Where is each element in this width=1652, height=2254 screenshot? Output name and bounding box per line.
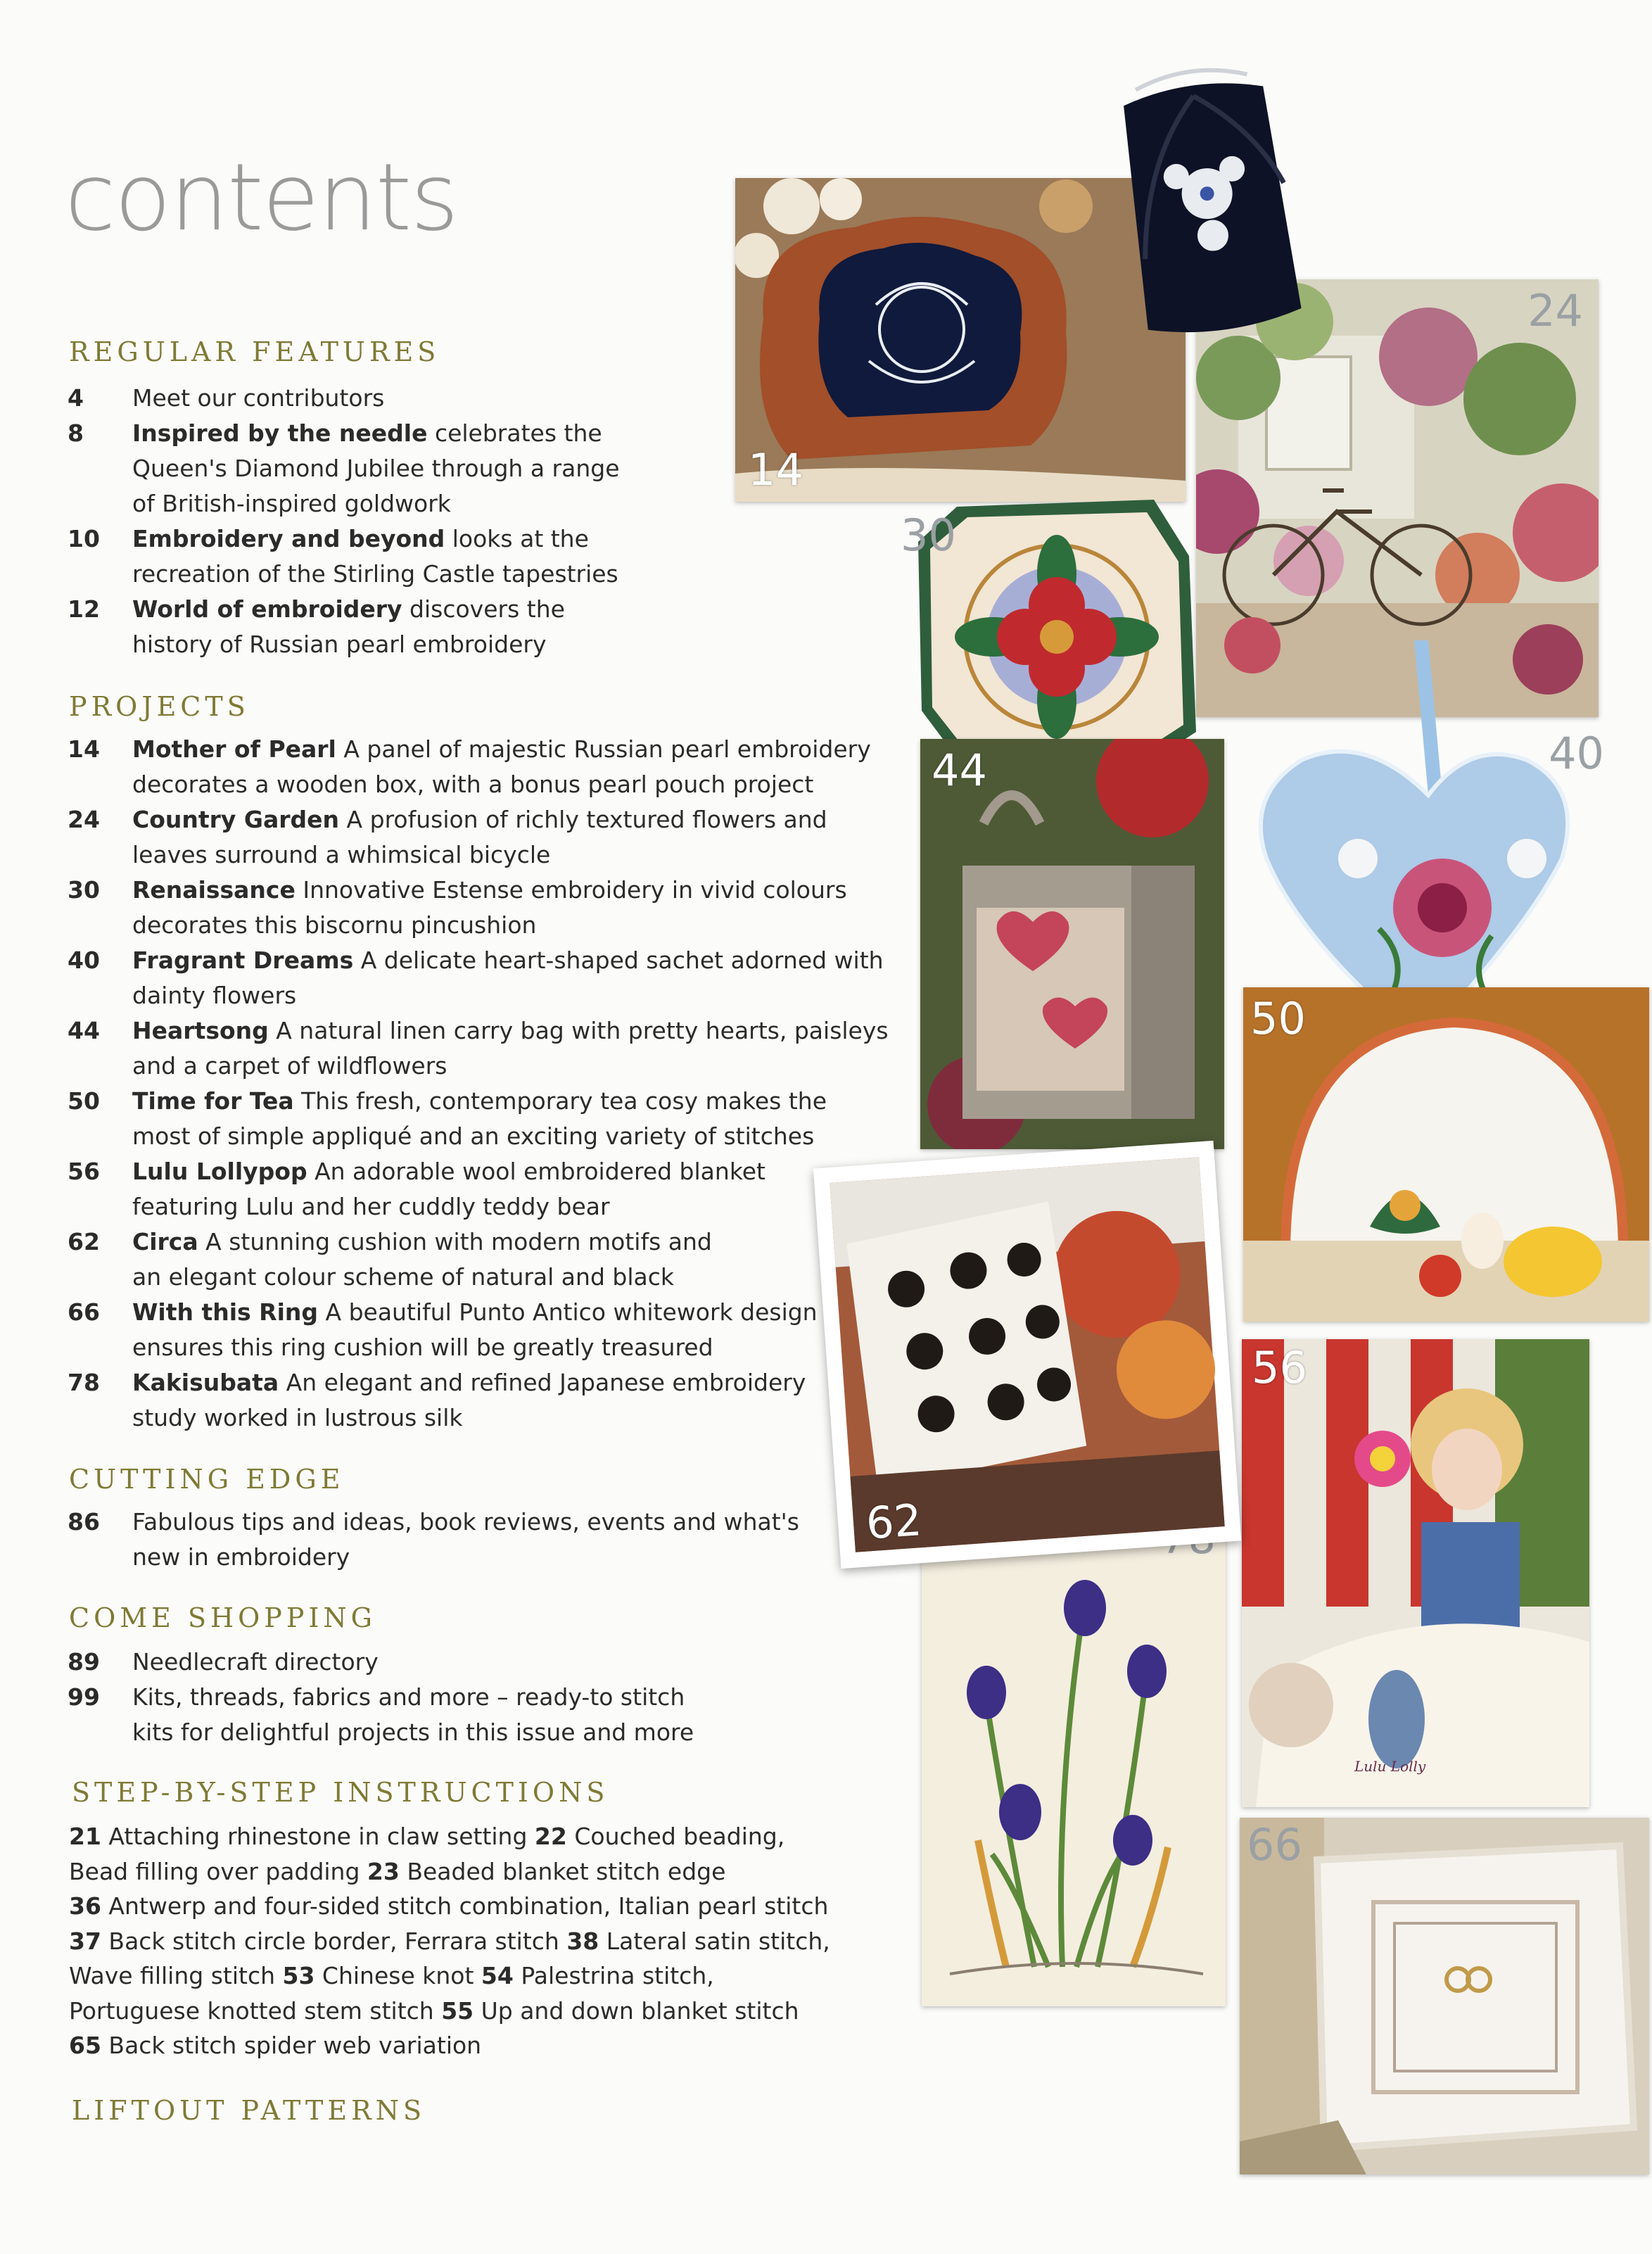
section-heading-projects: PROJECTS: [69, 691, 250, 722]
step-text: Chinese knot: [314, 1962, 481, 1989]
entry-text: [132, 1365, 906, 1400]
entry-description: Meet our contributors: [132, 384, 385, 412]
contents-entry: [68, 1119, 906, 1154]
step-page-number: 23: [367, 1857, 400, 1885]
contents-entry: [68, 1400, 906, 1436]
ring-cushion-illustration: [1240, 1818, 1649, 2174]
page-title: contents: [65, 144, 458, 252]
step-page-number: 53: [282, 1962, 315, 1989]
contents-entry: [68, 1680, 906, 1715]
step-page-number: 38: [566, 1927, 599, 1955]
entry-text: [132, 1224, 906, 1260]
page-number: 99: [68, 1683, 100, 1711]
entry-description: an elegant colour scheme of natural and black: [132, 1263, 674, 1291]
photo-number-14: 14: [748, 444, 803, 495]
contents-entry: [68, 1330, 906, 1365]
contents-entry: [68, 521, 906, 557]
entry-description: Queen's Diamond Jubilee through a range: [132, 455, 620, 482]
entry-text: [132, 592, 906, 627]
entry-description: new in embroidery: [132, 1543, 350, 1571]
entry-text: [132, 1540, 906, 1575]
step-line: [69, 1854, 857, 1889]
entry-description: A beautiful Punto Antico whitework design: [318, 1298, 818, 1326]
entry-description: Needlecraft directory: [132, 1648, 379, 1676]
page-number: 4: [68, 384, 84, 412]
photo-time-for-tea: [1243, 987, 1649, 1322]
entry-description: Kits, threads, fabrics and more – ready-to stitch: [132, 1683, 685, 1711]
contents-entry: [68, 1154, 906, 1189]
step-text: Couched beading,: [566, 1823, 785, 1850]
contents-entry: [68, 978, 906, 1013]
step-text: Beaded blanket stitch edge: [399, 1857, 726, 1885]
contents-entry: [68, 592, 906, 627]
contents-entry: [68, 1715, 906, 1750]
projects-list: [68, 732, 906, 1436]
contents-entry: [68, 1540, 906, 1575]
page-number: 50: [68, 1087, 100, 1115]
photo-heartsong: [920, 739, 1224, 1149]
contents-entry: [68, 1224, 906, 1260]
entry-title: Time for Tea: [132, 1087, 294, 1115]
entry-title: With this Ring: [132, 1298, 319, 1326]
contents-entry: [68, 557, 906, 592]
entry-title: Heartsong: [132, 1017, 269, 1044]
entry-description: An elegant and refined Japanese embroidery: [279, 1369, 806, 1396]
entry-text: [132, 837, 906, 873]
entry-description: kits for delightful projects in this issue and more: [132, 1718, 694, 1746]
iris-illustration: [922, 1517, 1226, 2006]
entry-description: A natural linen carry bag with pretty hearts, paisleys: [268, 1017, 889, 1044]
page-number: 62: [68, 1228, 100, 1255]
entry-description: discovers the: [402, 595, 565, 623]
section-heading-cutting-edge: CUTTING EDGE: [69, 1464, 345, 1495]
page-number: 12: [68, 595, 100, 623]
step-line: [69, 2028, 857, 2063]
step-text: Attaching rhinestone in claw setting: [101, 1823, 535, 1850]
page-number: 24: [68, 806, 100, 833]
entry-description: celebrates the: [427, 419, 602, 447]
entry-text: [132, 1715, 906, 1750]
step-text: Portuguese knotted stem stitch: [69, 1996, 442, 2025]
page-number: 44: [68, 1017, 100, 1044]
contents-entry: [68, 943, 906, 978]
contents-entry: [68, 1013, 906, 1049]
contents-entry: [68, 802, 906, 837]
step-text: Up and down blanket stitch: [474, 1996, 799, 2025]
entry-text: [132, 732, 906, 767]
step-text: Back stitch circle border, Ferrara stitch: [101, 1927, 567, 1955]
entry-text: [132, 1013, 906, 1049]
step-text: Lateral satin stitch,: [599, 1927, 830, 1955]
photo-number-66: 66: [1247, 1819, 1302, 1870]
step-text: Palestrina stitch,: [513, 1962, 714, 1989]
entry-text: [132, 1645, 906, 1680]
entry-text: [132, 521, 906, 557]
contents-entry: [68, 1084, 906, 1119]
step-line: [69, 1819, 857, 1854]
entry-title: Circa: [132, 1228, 198, 1255]
entry-text: [132, 1119, 906, 1154]
blanket-illustration: [1242, 1339, 1589, 1807]
photo-with-this-ring: [1240, 1818, 1649, 2174]
entry-text: [132, 978, 906, 1013]
photo-number-30: 30: [901, 509, 956, 561]
step-page-number: 55: [441, 1996, 474, 2025]
entry-description: A delicate heart-shaped sachet adorned with: [353, 946, 884, 974]
step-page-number: 22: [534, 1823, 567, 1850]
contents-entry: [68, 767, 906, 802]
entry-description: A panel of majestic Russian pearl embroidery: [336, 735, 871, 763]
section-heading-come-shopping: COME SHOPPING: [69, 1602, 377, 1633]
cutting-edge-list: [68, 1505, 906, 1575]
contents-entry: [68, 873, 906, 908]
page-number: 30: [68, 876, 100, 904]
page-number: 56: [68, 1158, 100, 1185]
entry-text: [132, 873, 906, 908]
contents-entry: [68, 627, 906, 662]
contents-entry: [68, 1049, 906, 1084]
section-heading-regular-features: REGULAR FEATURES: [69, 336, 440, 367]
step-line: [69, 1958, 857, 1994]
entry-description: decorates this biscornu pincushion: [132, 911, 537, 939]
photo-kakisubata: [922, 1517, 1226, 2006]
entry-text: [132, 1295, 906, 1330]
section-heading-liftout-patterns: LIFTOUT PATTERNS: [72, 2095, 426, 2126]
step-line: [69, 1924, 857, 1959]
entry-title: Renaissance: [132, 876, 296, 904]
entry-description: An adorable wool embroidered blanket: [307, 1158, 765, 1185]
entry-text: [132, 802, 906, 837]
entry-text: [132, 767, 906, 802]
photo-circa: [813, 1141, 1241, 1569]
entry-text: [132, 557, 906, 592]
contents-entry: [68, 1505, 906, 1540]
entry-text: [132, 1154, 906, 1189]
come-shopping-list: [68, 1645, 906, 1750]
velvet-pouch-illustration: [1090, 41, 1326, 361]
photo-lulu-lollypop: [1242, 1339, 1589, 1807]
entry-description: A stunning cushion with modern motifs and: [198, 1228, 712, 1255]
entry-title: Mother of Pearl: [132, 735, 336, 763]
entry-text: [132, 1680, 906, 1715]
step-text: Wave filling stitch: [69, 1962, 283, 1989]
entry-description: ensures this ring cushion will be greatly treasured: [132, 1334, 713, 1361]
entry-description: dainty flowers: [132, 982, 297, 1009]
entry-text: [132, 1400, 906, 1436]
contents-entry: [68, 1189, 906, 1224]
step-page-number: 36: [69, 1892, 101, 1920]
photo-number-50: 50: [1250, 993, 1306, 1044]
entry-title: Embroidery and beyond: [132, 525, 445, 552]
entry-text: [132, 1505, 906, 1540]
page-number: 14: [68, 735, 100, 763]
page-number: 86: [68, 1508, 100, 1536]
entry-description: Fabulous tips and ideas, book reviews, events and what's: [132, 1508, 799, 1536]
contents-entry: [68, 732, 906, 767]
entry-description: of British-inspired goldwork: [132, 490, 451, 517]
step-by-step-list: [69, 1819, 857, 2063]
entry-description: most of simple appliqué and an exciting variety of stitches: [132, 1122, 815, 1150]
contents-entry: [68, 908, 906, 943]
photo-pearl-pouch: [1090, 41, 1326, 361]
step-text: Back stitch spider web variation: [101, 2032, 482, 2059]
page-number: 66: [68, 1298, 100, 1326]
section-heading-step-by-step: STEP-BY-STEP INSTRUCTIONS: [72, 1777, 609, 1808]
entry-description: This fresh, contemporary tea cosy makes the: [293, 1087, 827, 1115]
photo-number-56: 56: [1252, 1342, 1307, 1393]
entry-description: study worked in lustrous silk: [132, 1404, 463, 1431]
photo-number-40: 40: [1549, 728, 1604, 779]
contents-entry: [68, 1645, 906, 1680]
photo-fragrant-dreams: [1238, 626, 1632, 1049]
entry-title: Kakisubata: [132, 1369, 279, 1396]
entry-text: [132, 908, 906, 943]
entry-title: Fragrant Dreams: [132, 946, 354, 974]
page-number: 89: [68, 1648, 100, 1676]
entry-title: Lulu Lollypop: [132, 1158, 307, 1185]
page-number: 10: [68, 525, 100, 552]
step-text: Bead filling over padding: [69, 1857, 367, 1885]
photo-number-62: 62: [864, 1494, 924, 1550]
entry-text: [132, 1084, 906, 1119]
entry-description: decorates a wooden box, with a bonus pearl pouch project: [132, 771, 814, 798]
entry-text: [132, 627, 906, 662]
step-text: Antwerp and four-sided stitch combination, Italian pearl stitch: [101, 1892, 829, 1920]
entry-title: Country Garden: [132, 806, 340, 833]
entry-text: [132, 1330, 906, 1365]
page-number: 40: [68, 946, 100, 974]
entry-description: Innovative Estense embroidery in vivid colours: [295, 876, 847, 904]
step-page-number: 65: [69, 2032, 101, 2059]
contents-entry: [68, 1365, 906, 1400]
entry-title: World of embroidery: [132, 595, 402, 623]
entry-description: featuring Lulu and her cuddly teddy bear: [132, 1193, 610, 1220]
page-number: 8: [68, 419, 84, 447]
entry-description: leaves surround a whimsical bicycle: [132, 841, 551, 868]
entry-description: history of Russian pearl embroidery: [132, 631, 547, 658]
step-line: [69, 1994, 857, 2029]
carry-bag-illustration: [920, 739, 1224, 1149]
entry-description: looks at the: [445, 525, 589, 552]
step-page-number: 54: [481, 1962, 514, 1989]
entry-text: [132, 1189, 906, 1224]
photo-number-24: 24: [1527, 285, 1583, 336]
step-page-number: 37: [69, 1927, 101, 1955]
photo-number-44: 44: [932, 745, 987, 796]
entry-text: [132, 943, 906, 978]
step-line: [69, 1889, 857, 1924]
entry-description: and a carpet of wildflowers: [132, 1052, 447, 1079]
step-page-number: 21: [69, 1823, 101, 1850]
contents-entry: [68, 837, 906, 873]
entry-text: [132, 1260, 906, 1295]
entry-description: recreation of the Stirling Castle tapestries: [132, 560, 618, 588]
entry-description: A profusion of richly textured flowers and: [339, 806, 827, 833]
entry-text: [132, 1049, 906, 1084]
entry-title: Inspired by the needle: [132, 419, 428, 447]
contents-entry: [68, 1260, 906, 1295]
heart-sachet-illustration: [1238, 626, 1632, 1049]
page-number: 78: [68, 1369, 100, 1396]
contents-entry: [68, 1295, 906, 1330]
blanket-signature: Lulu Lolly: [1354, 1758, 1426, 1775]
